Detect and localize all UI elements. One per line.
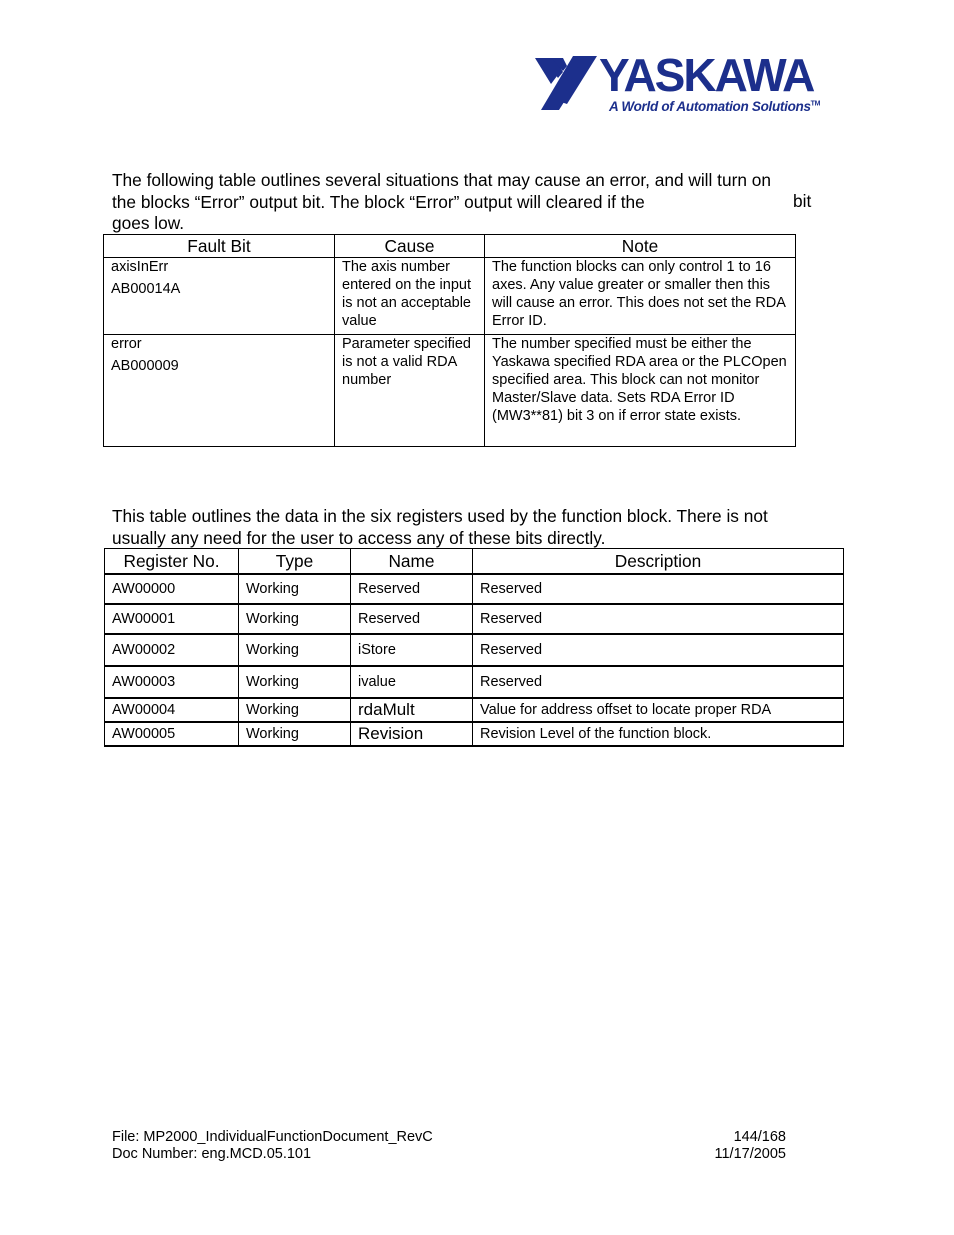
footer-page-number: 144/168	[733, 1129, 786, 1145]
fault-address: AB00014A	[111, 281, 181, 297]
header-cause: Cause	[335, 235, 485, 258]
description-cell: Reserved	[473, 634, 844, 666]
footer-date: 11/17/2005	[714, 1146, 786, 1162]
intro-line-1: The following table outlines several situations that may cause an error, and will turn on	[112, 170, 771, 190]
table-row	[105, 666, 844, 698]
table-row	[105, 604, 844, 634]
type-cell: Working	[239, 604, 351, 634]
register-no-cell: AW00000	[105, 574, 239, 604]
description-cell: Reserved	[473, 574, 844, 604]
footer-left	[112, 1129, 433, 1163]
register-no-cell: AW00005	[105, 722, 239, 746]
yaskawa-logo	[533, 49, 823, 116]
header-name: Name	[351, 549, 473, 575]
register-no-cell: AW00002	[105, 634, 239, 666]
intro-paragraph	[112, 170, 832, 235]
type-cell: Working	[239, 722, 351, 746]
cause-cell: Parameter specified is not a valid RDA number	[335, 335, 485, 447]
header-note: Note	[485, 235, 796, 258]
fault-table-header	[104, 235, 796, 258]
note-cell: The function blocks can only control 1 to 16 axes. Any value greater or smaller then this will cause an error. This does not set the RDA Error ID.	[485, 258, 796, 335]
note-cell: The number specified must be either the Yaskawa specified RDA area or the PLCOpen specified area. This block can not monitor Master/Slave data. Sets RDA Error ID (MW3**81) bit 3 on if error state exists.	[485, 335, 796, 447]
register-no-cell: AW00001	[105, 604, 239, 634]
name-cell: rdaMult	[351, 698, 473, 722]
name-cell: Reserved	[351, 604, 473, 634]
register-no-cell: AW00004	[105, 698, 239, 722]
fault-bit-cell	[104, 258, 335, 335]
fault-bit-cell	[104, 335, 335, 447]
intro-line-2: the blocks “Error” output bit. The block “Error” output will cleared if the	[112, 191, 645, 212]
register-no-cell: AW00003	[105, 666, 239, 698]
name-cell: Revision	[351, 722, 473, 746]
trademark-mark: TM	[810, 100, 821, 108]
type-cell: Working	[239, 574, 351, 604]
table-row	[105, 722, 844, 746]
header-register-no: Register No.	[105, 549, 239, 575]
type-cell: Working	[239, 634, 351, 666]
type-cell: Working	[239, 698, 351, 722]
logo-tagline: A World of Automation Solutions™	[609, 99, 821, 114]
register-intro-line-1: This table outlines the data in the six registers used by the function block. There is not	[112, 506, 768, 526]
header-type: Type	[239, 549, 351, 575]
fault-address: AB000009	[111, 358, 179, 374]
name-cell: Reserved	[351, 574, 473, 604]
intro-line-2-tail: bit	[793, 191, 812, 211]
register-intro-paragraph	[112, 506, 832, 549]
fault-name: error	[111, 336, 142, 352]
header-description: Description	[473, 549, 844, 575]
footer-right	[706, 1129, 786, 1163]
description-cell: Revision Level of the function block.	[473, 722, 844, 746]
intro-line-3: goes low.	[112, 213, 185, 233]
description-cell: Value for address offset to locate proper RDA	[473, 698, 844, 722]
description-cell: Reserved	[473, 666, 844, 698]
register-intro-line-2: usually any need for the user to access any of these bits directly.	[112, 527, 606, 548]
fault-name: axisInErr	[111, 259, 169, 275]
table-row	[105, 634, 844, 666]
register-table	[104, 548, 844, 747]
table-row	[104, 335, 796, 447]
description-cell: Reserved	[473, 604, 844, 634]
cause-cell: The axis number entered on the input is not an acceptable value	[335, 258, 485, 335]
table-row	[104, 258, 796, 335]
fault-table	[103, 234, 796, 447]
footer-file: File: MP2000_IndividualFunctionDocument_RevC	[112, 1129, 433, 1145]
table-row	[105, 574, 844, 604]
header-fault-bit: Fault Bit	[104, 235, 335, 258]
name-cell: iStore	[351, 634, 473, 666]
type-cell: Working	[239, 666, 351, 698]
name-cell: ivalue	[351, 666, 473, 698]
footer-doc-number: Doc Number: eng.MCD.05.101	[112, 1146, 312, 1162]
register-table-header	[105, 549, 844, 575]
table-row	[105, 698, 844, 722]
logo-wordmark: YASKAWA	[599, 49, 814, 101]
yaskawa-emblem-icon	[533, 54, 599, 112]
